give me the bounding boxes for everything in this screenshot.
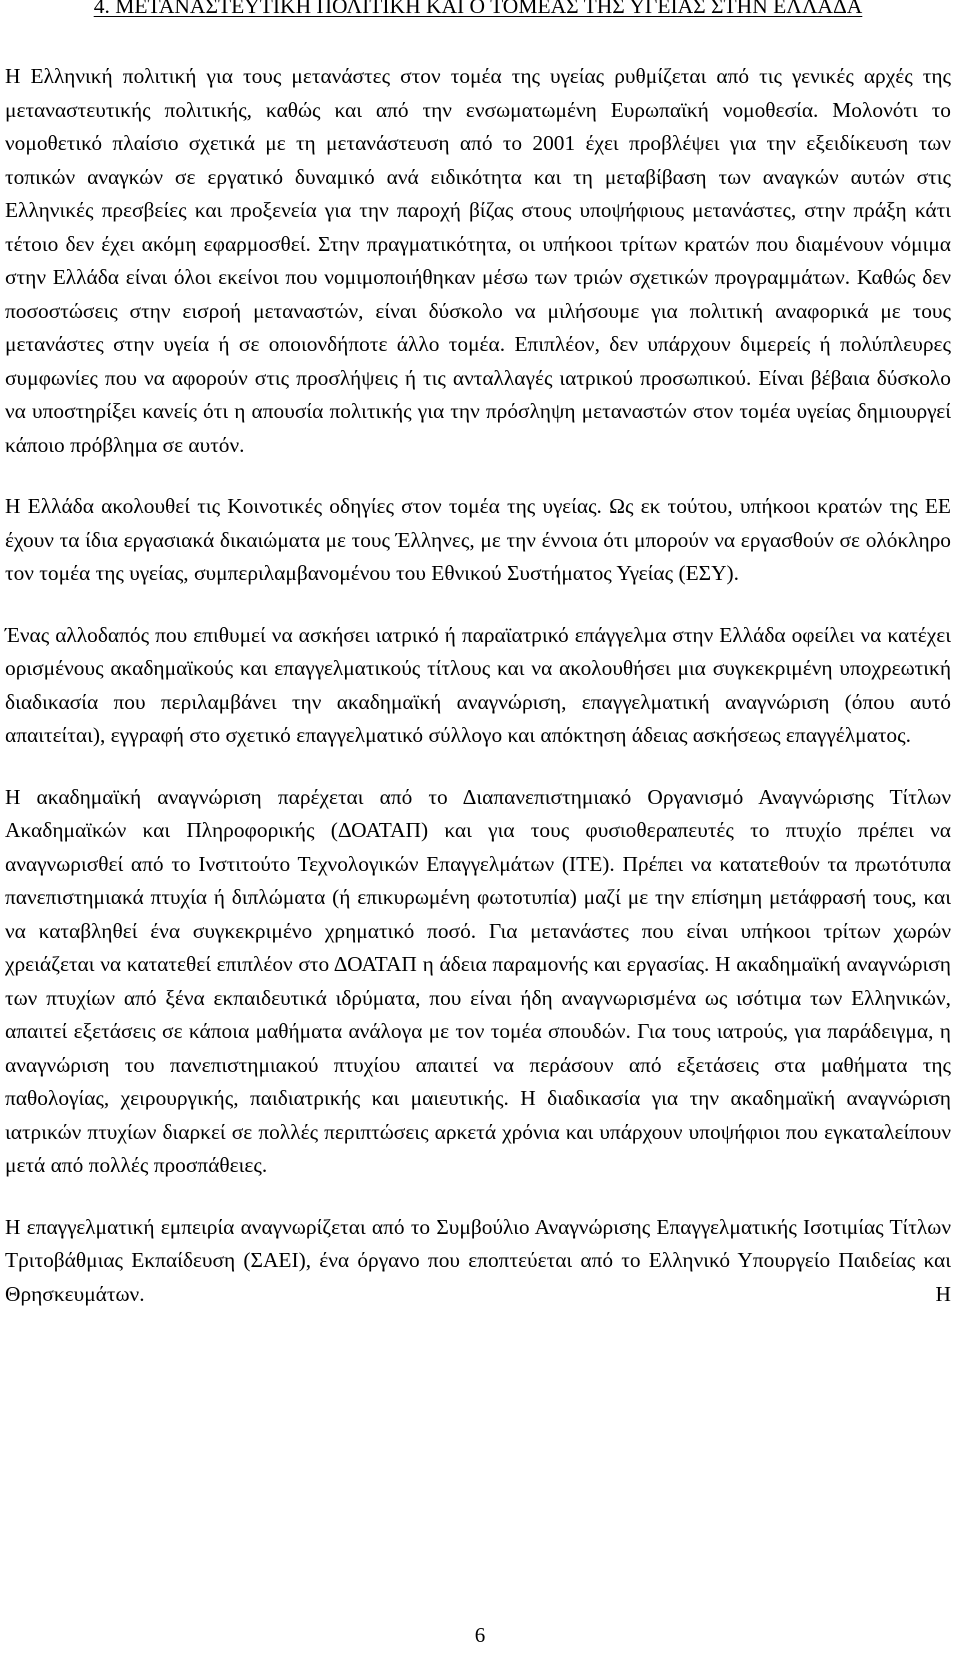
document-page bbox=[5, 0, 951, 1660]
body-text bbox=[5, 60, 951, 1339]
paragraph-policy-overview: Η Ελληνική πολιτική για τους μετανάστες στον τομέα της υγείας ρυθμίζεται από τις γενικές αρχές της μεταναστευτικής πολιτικής, καθώς και από την ενσωματωμένη Ευρωπαϊκή νομοθεσία. Μολονότι το νομοθετικό πλαίσιο σχετικά με τη μετανάστευση από το 2001 έχει προβλέψει για την εξειδίκευση των τοπικών αναγκών σε εργατικό δυναμικό ανά ειδικότητα και τη μεταβίβαση των αναγκών αυτών στις Ελληνικές πρεσβείες και προξενεία για την παροχή βίζας στους υποψήφιους μετανάστες, στην πράξη κάτι τέτοιο δεν έχει ακόμη εφαρμοσθεί. Στην πραγματικότητα, οι υπήκοοι τρίτων κρατών που διαμένουν νόμιμα στην Ελλάδα είναι όλοι εκείνοι που νομιμοποιήθηκαν μέσω των τριών σχετικών προγραμμάτων. Καθώς δεν ποσοστώσεις στην εισροή μεταναστών, είναι δύσκολο να μιλήσουμε για πολιτική αναφορικά με τους μετανάστες στην υγεία ή σε οποιονδήποτε άλλο τομέα. Επιπλέον, δεν υπάρχουν διμερείς ή πολύπλευρες συμφωνίες που να αφορούν στις προσλήψεις ή τις ανταλλαγές ιατρικού προσωπικού. Είναι βέβαια δύσκολο να υποστηρίξει κανείς ότι η απουσία πολιτικής για την πρόσληψη μεταναστών στον τομέα υγείας δημιουργεί κάποιο πρόβλημα σε αυτόν. bbox=[5, 64, 951, 457]
paragraph-professional-recognition: Η επαγγελματική εμπειρία αναγνωρίζεται από το Συμβούλιο Αναγνώρισης Επαγγελματικής Ισοτιμίας Τίτλων Τριτοβάθμιας Εκπαίδευση (ΣΑΕΙ), ένα όργανο που εποπτεύεται από το Ελληνικό Υπουργείο Παιδείας και Θρησκευμάτων. Η bbox=[5, 1214, 951, 1306]
paragraph-academic-recognition: Η ακαδημαϊκή αναγνώριση παρέχεται από το Διαπανεπιστημιακό Οργανισμό Αναγνώρισης Τίτλων Ακαδημαϊκών και Πληροφορικής (ΔΟΑΤΑΠ) και για τους φυσιοθεραπευτές το πτυχίο πρέπει να αναγνωρισθεί από το Ινστιτούτο Τεχνολογικών Επαγγελμάτων (ΙΤΕ). Πρέπει να κατατεθούν τα πρωτότυπα πανεπιστημιακά πτυχία ή διπλώματα (ή επικυρωμένη φωτοτυπία) μαζί με την επίσημη μετάφρασή τους, και να καταβληθεί ένα συγκεκριμένο χρηματικό ποσό. Για μετανάστες που είναι υπήκοοι τρίτων χωρών χρειάζεται να κατατεθεί επιπλέον στο ΔΟΑΤΑΠ η άδεια παραμονής και εργασίας. Η ακαδημαϊκή αναγνώριση των πτυχίων από ξένα εκπαιδευτικά ιδρύματα, που είναι ήδη αναγνωρισμένα ως ισότιμα των Ελληνικών, απαιτεί εξετάσεις σε κάποια μαθήματα ανάλογα με τον τομέα σπουδών. Για τους ιατρούς, για παράδειγμα, η αναγνώριση του πανεπιστημιακού πτυχίου απαιτεί να περάσουν από εξετάσεις στα μαθήματα της παθολογίας, χειρουργικής, παιδιατρικής και μαιευτικής. Η διαδικασία για την ακαδημαϊκή αναγνώριση ιατρικών πτυχίων διαρκεί σε πολλές περιπτώσεις αρκετά χρόνια και υπάρχουν υποψήφιοι που εγκαταλείπουν μετά από πολλές προσπάθειες. bbox=[5, 784, 951, 1177]
section-heading: 4. ΜΕΤΑΝΑΣΤΕΥΤΙΚΗ ΠΟΛΙΤΙΚΗ ΚΑΙ Ο ΤΟΜΕΑΣ ΤΗΣ ΥΓΕΙΑΣ ΣΤΗΝ ΕΛΛΑΔΑ bbox=[93, 0, 863, 18]
paragraph-eu-directives: Η Ελλάδα ακολουθεί τις Κοινοτικές οδηγίες στον τομέα της υγείας. Ως εκ τούτου, υπήκοοι κρατών της ΕΕ έχουν τα ίδια εργασιακά δικαιώματα με τους Έλληνες, με την έννοια ότι μπορούν να εργασθούν σε ολόκληρο τον τομέα της υγείας, συμπεριλαμβανομένου του Εθνικού Συστήματος Υγείας (ΕΣΥ). bbox=[5, 494, 951, 585]
page-number: 6 bbox=[474, 1623, 486, 1647]
paragraph-practice-requirements: Ένας αλλοδαπός που επιθυμεί να ασκήσει ιατρικό ή παραϊατρικό επάγγελμα στην Ελλάδα οφείλει να κατέχει ορισμένους ακαδημαϊκούς και επαγγελματικούς τίτλους και να ακολουθήσει μια συγκεκριμένη υποχρεωτική διαδικασία που περιλαμβάνει την ακαδημαϊκή αναγνώριση, επαγγελματική αναγνώριση (όπου αυτό απαιτείται), εγγραφή στο σχετικό επαγγελματικό σύλλογο και απόκτηση άδειας ασκήσεως επαγγέλματος. bbox=[5, 622, 951, 747]
